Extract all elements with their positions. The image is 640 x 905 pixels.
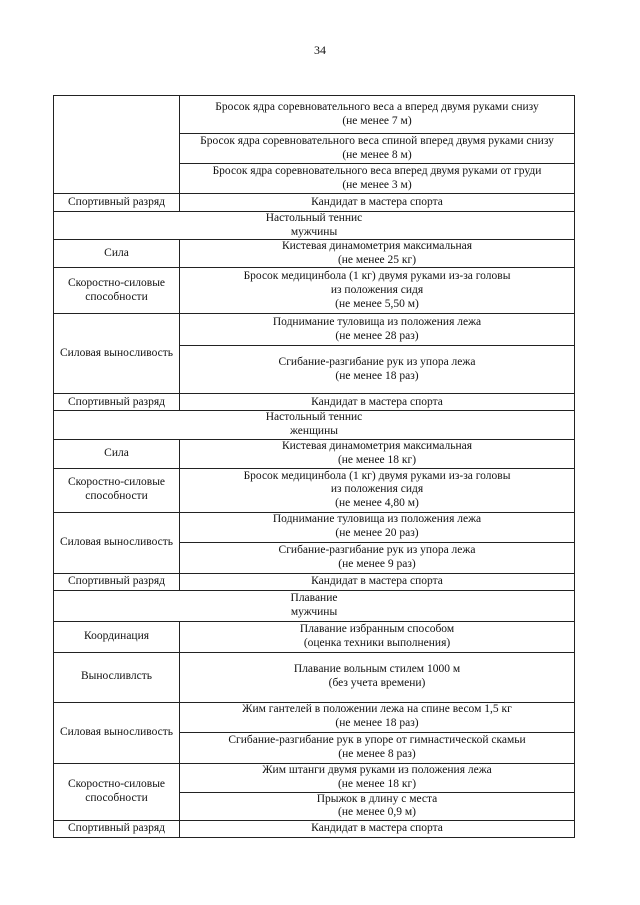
test-cell (180, 573, 575, 590)
test-line: Кистевая динамометрия максимальная (281, 240, 473, 253)
section-heading-line: Настольный теннис (265, 411, 363, 424)
quality-cell: Силовая выносливость (54, 512, 180, 573)
test-cell (180, 194, 575, 212)
test-cell (180, 134, 575, 164)
page-number: 34 (314, 43, 326, 57)
table-row (54, 468, 575, 512)
test-line: Кандидат в мастера спорта (311, 395, 443, 408)
test-line: Бросок медицинбола (1 кг) двумя руками из-за головы (243, 469, 511, 482)
test-line: (не менее 4,80 м) (335, 496, 419, 509)
test-line: Поднимание туловища из положения лежа (272, 513, 482, 526)
test-line: (не менее 9 раз) (338, 557, 416, 570)
table-row (54, 652, 575, 702)
table-row (54, 439, 575, 468)
test-cell (180, 621, 575, 652)
table-row (54, 573, 575, 590)
test-line: Бросок медицинбола (1 кг) двумя руками из-за головы (243, 270, 511, 283)
table-row (54, 621, 575, 652)
test-cell (180, 792, 575, 820)
section-heading-line: Плавание (290, 591, 338, 604)
quality-cell: Скоростно-силовые способности (54, 268, 180, 314)
quality-cell: Скоростно-силовые способности (54, 763, 180, 820)
section-heading-line: мужчины (290, 225, 338, 238)
table-row (54, 240, 575, 268)
quality-cell: Выносливлсть (54, 652, 180, 702)
quality-cell: Спортивный разряд (54, 820, 180, 837)
test-line: Кистевая динамометрия максимальная (281, 439, 473, 452)
test-cell (180, 652, 575, 702)
table-row (54, 194, 575, 212)
test-line: (без учета времени) (328, 677, 426, 690)
test-cell (180, 96, 575, 134)
test-line: (не менее 18 раз) (335, 369, 419, 382)
test-cell (180, 268, 575, 314)
test-cell (180, 763, 575, 792)
test-line: (не менее 20 раз) (335, 527, 419, 540)
test-line: Кандидат в мастера спорта (311, 574, 443, 587)
table-row (54, 820, 575, 837)
test-line: Прыжок в длину с места (316, 792, 438, 805)
test-cell (180, 702, 575, 732)
test-line: из положения сидя (330, 284, 424, 297)
table-row (54, 512, 575, 542)
test-line: (не менее 5,50 м) (335, 297, 419, 310)
test-line: (не менее 0,9 м) (338, 806, 416, 819)
test-line: Бросок ядра соревновательного веса спиной вперед двумя руками снизу (200, 134, 554, 147)
table-row (54, 763, 575, 792)
test-cell (180, 820, 575, 837)
test-line: из положения сидя (330, 483, 424, 496)
quality-cell: Силовая выносливость (54, 314, 180, 394)
section-heading (54, 212, 575, 240)
quality-cell: Координация (54, 621, 180, 652)
quality-cell: Сила (54, 439, 180, 468)
test-line: (не менее 18 раз) (335, 717, 419, 730)
table-row (54, 702, 575, 732)
test-line: (не менее 18 кг) (337, 777, 417, 790)
test-cell (180, 314, 575, 346)
test-line: (не менее 3 м) (342, 178, 412, 191)
test-line: Сгибание-разгибание рук из упора лежа (278, 543, 476, 556)
section-heading (54, 590, 575, 621)
section-heading-line: мужчины (290, 605, 338, 618)
test-line: Бросок ядра соревновательного веса вперед двумя руками от груди (212, 164, 542, 177)
test-line: Плавание вольным стилем 1000 м (293, 663, 461, 676)
quality-cell: Скоростно-силовые способности (54, 468, 180, 512)
section-row (54, 212, 575, 240)
test-line: Кандидат в мастера спорта (311, 821, 443, 834)
section-heading (54, 411, 575, 439)
section-heading-line: Настольный теннис (265, 212, 363, 224)
section-row (54, 411, 575, 439)
quality-cell: Сила (54, 240, 180, 268)
test-cell (180, 512, 575, 542)
test-line: Плавание избранным способом (299, 622, 455, 635)
test-line: (не менее 25 кг) (337, 253, 417, 266)
test-line: Кандидат в мастера спорта (311, 195, 443, 208)
test-cell (180, 240, 575, 268)
test-line: (не менее 7 м) (342, 114, 412, 127)
test-cell (180, 164, 575, 194)
test-line: Сгибание-разгибание рук из упора лежа (278, 356, 476, 369)
test-cell (180, 394, 575, 411)
test-cell (180, 346, 575, 394)
quality-cell: Спортивный разряд (54, 394, 180, 411)
test-cell (180, 468, 575, 512)
test-line: (не менее 8 раз) (338, 747, 416, 760)
test-cell (180, 542, 575, 573)
section-heading-line: женщины (290, 424, 338, 437)
test-line: Жим штанги двумя руками из положения лежа (262, 763, 492, 776)
norms-table (53, 95, 575, 838)
test-line: Поднимание туловища из положения лежа (272, 316, 482, 329)
test-line: (не менее 28 раз) (335, 329, 419, 342)
test-line: Сгибание-разгибание рук в упоре от гимнастической скамьи (228, 733, 526, 746)
quality-cell: Спортивный разряд (54, 573, 180, 590)
quality-cell: Спортивный разряд (54, 194, 180, 212)
test-line: (не менее 8 м) (342, 148, 412, 161)
table-row (54, 394, 575, 411)
table-row (54, 314, 575, 346)
test-line: Жим гантелей в положении лежа на спине весом 1,5 кг (242, 703, 512, 716)
quality-cell: Силовая выносливость (54, 702, 180, 763)
section-row (54, 590, 575, 621)
test-cell (180, 732, 575, 763)
test-line: (оценка техники выполнения) (303, 636, 451, 649)
test-cell (180, 439, 575, 468)
table-row (54, 96, 575, 134)
table-row (54, 268, 575, 314)
quality-cell (54, 96, 180, 194)
test-line: Бросок ядра соревновательного веса а вперед двумя руками снизу (215, 100, 539, 113)
test-line: (не менее 18 кг) (337, 453, 417, 466)
